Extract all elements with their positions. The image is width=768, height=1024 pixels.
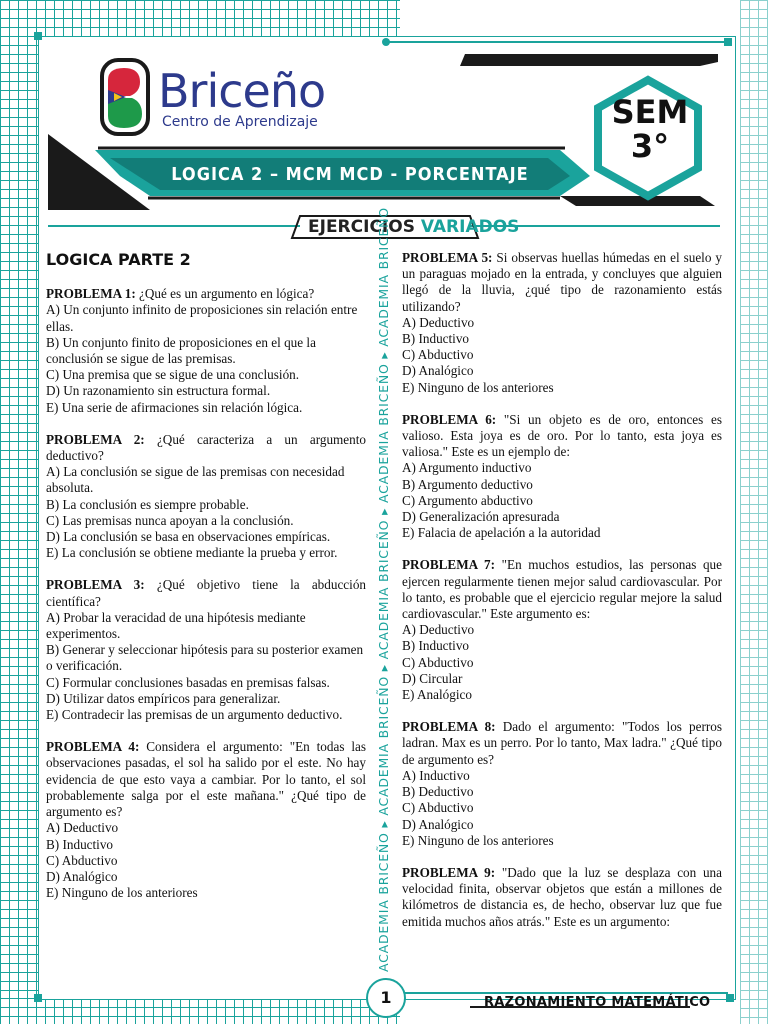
problem-label: PROBLEMA 8: [402, 719, 496, 735]
answer-option: E) Ninguno de los anteriores [402, 832, 554, 848]
problem-item [402, 719, 722, 849]
watermark-text: ACADEMIA BRICEÑO ▸ ACADEMIA BRICEÑO ▸ ACADEMIA BRICEÑO ▸ ACADEMIA BRICEÑO ▸ ACADEMIA BRICEÑO [376, 207, 391, 972]
problem-statement [46, 739, 366, 820]
problem-text: Dado el argumento: "Todos los perros ladran. Max es un perro. Por lo tanto, Max ladra." ¿Qué tipo de argumento es? [402, 719, 722, 767]
problem-label: PROBLEMA 5: [402, 250, 493, 265]
problem-list [46, 286, 366, 901]
problem-label: PROBLEMA 1: [46, 286, 136, 302]
session-badge [595, 95, 705, 163]
problem-item [402, 557, 722, 703]
answer-option: A) Un conjunto infinito de proposiciones sin relación entre ellas. [46, 302, 358, 334]
session-label: SEM [611, 93, 689, 131]
answer-option: C) Formular conclusiones basadas en premisas falsas. [46, 674, 330, 690]
answer-option: A) Deductivo [402, 622, 475, 638]
answer-option: C) Las premisas nunca apoyan a la conclusión. [46, 512, 294, 528]
problem-label: PROBLEMA 2: [46, 431, 145, 447]
page-number: 1 [380, 988, 392, 1007]
answer-option: D) Un razonamiento sin estructura formal. [46, 383, 271, 399]
answer-option: A) Deductivo [46, 820, 119, 836]
answer-option: C) Abductivo [46, 852, 118, 868]
problem-statement [402, 865, 722, 930]
page-number-badge [366, 978, 406, 1018]
problem-statement [46, 286, 366, 302]
answer-option: B) Argumento deductivo [402, 476, 533, 492]
answer-option: B) Inductivo [402, 638, 470, 654]
problem-label: PROBLEMA 7: [402, 557, 496, 573]
answer-option: B) Inductivo [402, 331, 470, 347]
answer-option: B) La conclusión es siempre probable. [46, 496, 249, 512]
answer-option: D) Generalización apresurada [402, 509, 560, 525]
right-column [402, 250, 722, 946]
problem-text: "Si un objeto es de oro, entonces es valioso. Esta joya es de oro. Por lo tanto, esta joya es valiosa." Este es un ejemplo de: [402, 411, 722, 460]
answer-option: E) Analógico [402, 687, 472, 703]
problem-item [46, 739, 366, 901]
problem-item [46, 577, 366, 723]
answer-option: E) Ninguno de los anteriores [402, 379, 554, 395]
problem-text: ¿Qué objetivo tiene la abducción científica? [46, 577, 367, 609]
problem-label: PROBLEMA 6: [402, 411, 497, 427]
problem-text: Considera el argumento: "En todas las observaciones pasadas, el sol ha salido por el este. No hay evidencia de que esto vaya a cambiar. Por lo tanto, el sol probablemente salga por el este mañana." ¿Qué tipo de argumento es? [46, 739, 367, 820]
problem-text: Si observas huellas húmedas en el suelo y un paraguas mojado en la entrada, y concluyes que alguien llegó de la lluvia, ¿qué tipo de razonamiento estás utilizando? [402, 250, 723, 314]
section-title [308, 217, 519, 237]
answer-option: D) La conclusión se basa en observaciones empíricas. [46, 529, 331, 545]
problem-item [46, 432, 366, 562]
answer-option: E) Falacia de apelación a la autoridad [402, 525, 601, 541]
footer-subject: RAZONAMIENTO MATEMÁTICO [484, 995, 711, 1010]
answer-option: B) Inductivo [46, 836, 114, 852]
problem-statement [402, 557, 722, 622]
problem-text: ¿Qué caracteriza a un argumento deductivo? [46, 431, 367, 464]
problem-item [402, 412, 722, 542]
session-number: 3° [630, 127, 670, 165]
answer-option: A) La conclusión se sigue de las premisas con necesidad absoluta. [46, 464, 345, 496]
answer-option: B) Un conjunto finito de proposiciones en el que la conclusión se sigue de las premisas. [46, 334, 316, 367]
answer-option: C) Abductivo [402, 347, 474, 363]
section-title-accent: VARIADOS [420, 217, 520, 237]
briceno-logo-icon [100, 58, 150, 136]
answer-option: C) Argumento abductivo [402, 492, 533, 508]
answer-option: D) Circular [402, 670, 463, 686]
problem-item [402, 250, 722, 396]
answer-option: D) Analógico [402, 363, 474, 379]
brand-name: Briceño [158, 64, 326, 118]
problem-text: "En muchos estudios, las personas que ejercen regularmente tienen mejor salud cardiovascular. Por lo tanto, es probable que el ejercicio regular mejore la salud cardiovascular." Este argumento es: [402, 557, 723, 622]
problem-text: ¿Qué es un argumento en lógica? [139, 286, 315, 302]
brand-tagline: Centro de Aprendizaje [162, 114, 318, 130]
answer-option: A) Argumento inductivo [402, 460, 532, 476]
part-title: LOGICA PARTE 2 [46, 250, 191, 269]
problem-list [402, 250, 722, 930]
answer-option: E) Contradecir las premisas de un argumento deductivo. [46, 707, 343, 723]
problem-label: PROBLEMA 3: [46, 577, 145, 593]
problem-item [402, 865, 722, 930]
problem-label: PROBLEMA 9: [402, 864, 496, 880]
section-title-main: EJERCICIOS [308, 217, 415, 237]
problem-statement [402, 719, 722, 768]
answer-option: B) Deductivo [402, 784, 474, 800]
worksheet-title: LOGICA 2 – MCM MCD - PORCENTAJE [171, 164, 529, 185]
problem-label: PROBLEMA 4: [46, 739, 140, 755]
answer-option: D) Utilizar datos empíricos para generalizar. [46, 690, 281, 706]
problem-item [46, 286, 366, 416]
answer-option: E) Ninguno de los anteriores [46, 885, 198, 901]
answer-option: C) Abductivo [402, 654, 474, 670]
answer-option: E) La conclusión se obtiene mediante la prueba y error. [46, 545, 338, 561]
vertical-watermark [373, 207, 395, 972]
answer-option: C) Abductivo [402, 800, 474, 816]
answer-option: D) Analógico [46, 868, 118, 884]
answer-option: A) Deductivo [402, 314, 475, 330]
answer-option: B) Generar y seleccionar hipótesis para su posterior examen o verificación. [46, 642, 364, 674]
answer-option: A) Probar la veracidad de una hipótesis mediante experimentos. [46, 609, 306, 642]
problem-statement [46, 432, 366, 464]
answer-option: C) Una premisa que se sigue de una conclusión. [46, 367, 300, 383]
problem-text: "Dado que la luz se desplaza con una velocidad finita, observar objetos que están a millones de kilómetros de distancia es, de hecho, observar luz que fue emitida muchos años atrás." Este es un argumento: [402, 864, 722, 929]
answer-option: E) Una serie de afirmaciones sin relación lógica. [46, 399, 303, 415]
problem-statement [402, 250, 722, 315]
answer-option: A) Inductivo [402, 767, 470, 783]
problem-statement [46, 577, 366, 609]
problem-statement [402, 412, 722, 461]
left-column [46, 250, 366, 917]
answer-option: D) Analógico [402, 816, 474, 832]
